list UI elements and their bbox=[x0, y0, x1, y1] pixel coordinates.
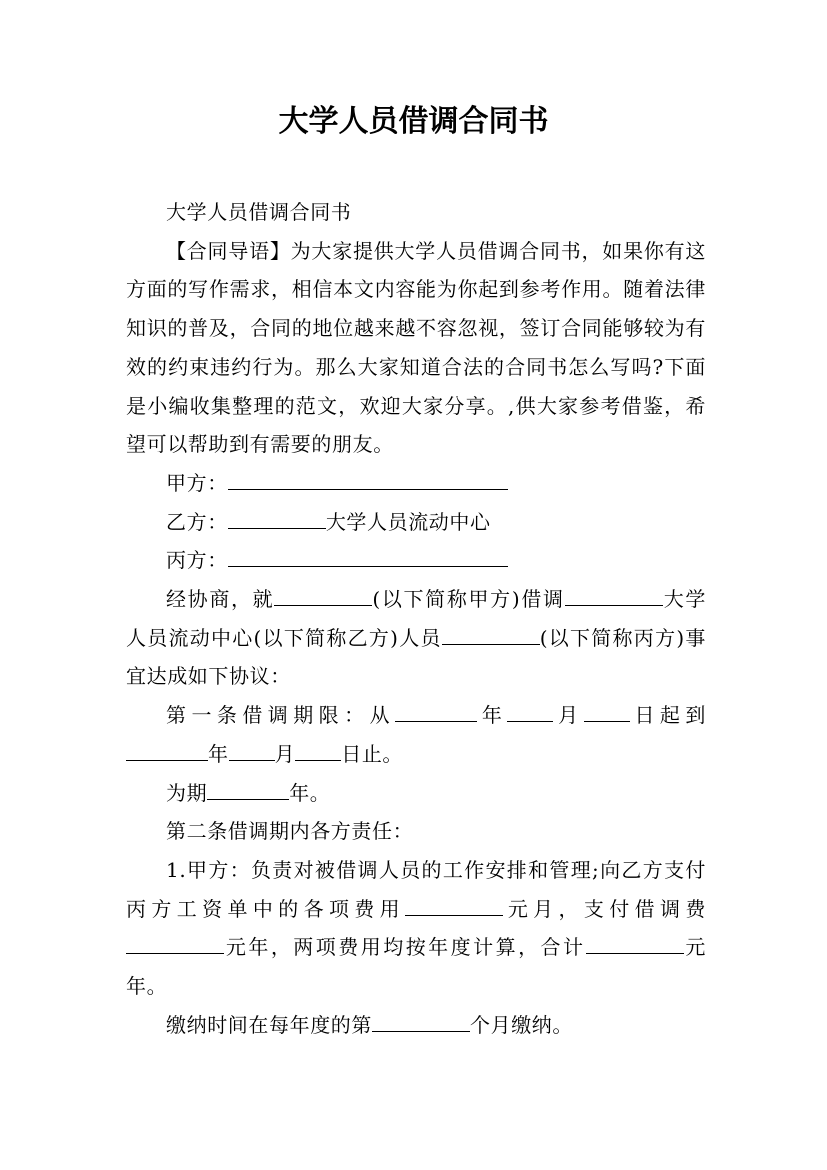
paragraph-party-c bbox=[126, 541, 706, 580]
duty-blank-3 bbox=[586, 934, 684, 954]
article-1-blank-month bbox=[507, 702, 553, 722]
document-body bbox=[126, 193, 706, 1044]
duty-text-b: 元月，支付借调费 bbox=[503, 896, 706, 921]
document-title: 大学人员借调合同书 bbox=[278, 104, 549, 139]
party-b-label: 乙方： bbox=[166, 509, 228, 534]
duty-blank-1 bbox=[405, 896, 503, 916]
party-b-blank bbox=[228, 509, 326, 529]
article-1-blank-year bbox=[395, 702, 477, 722]
paragraph-party-b bbox=[126, 503, 706, 542]
article-1-blank-day-2 bbox=[295, 741, 341, 761]
paragraph-article-1 bbox=[126, 696, 706, 773]
paragraph-subtitle: 大学人员借调合同书 bbox=[166, 200, 352, 224]
negotiation-blank-3 bbox=[442, 625, 540, 645]
term-text-a: 为期 bbox=[166, 780, 208, 805]
paragraph-party-a bbox=[126, 464, 706, 503]
negotiation-blank-2 bbox=[565, 586, 663, 606]
negotiation-text-a: 经协商，就 bbox=[166, 587, 275, 612]
article-1-month-2: 月 bbox=[274, 741, 296, 766]
party-c-label: 丙方： bbox=[166, 548, 228, 573]
article-1-blank-month-2 bbox=[229, 741, 275, 761]
duty-text-c: 元年，两项费用均按年度计算，合计 bbox=[224, 935, 586, 960]
negotiation-text-b: (以下简称甲方)借调 bbox=[372, 587, 565, 612]
duty-text-d: 元年。 bbox=[126, 935, 706, 999]
payment-text-a: 缴纳时间在每年度的第 bbox=[166, 1012, 372, 1037]
negotiation-text-d: (以下简称丙方)事宜达成如下协议： bbox=[126, 625, 706, 689]
party-c-blank bbox=[228, 547, 508, 567]
paragraph-article-2: 第二条借调期内各方责任： bbox=[166, 819, 414, 844]
paragraph-payment-time bbox=[126, 1006, 706, 1045]
party-a-label: 甲方： bbox=[166, 470, 228, 495]
duty-text-a: 1.甲方：负责对被借调人员的工作安排和管理;向乙方支付丙方工资单中的各项费用 bbox=[126, 857, 706, 921]
payment-blank bbox=[372, 1012, 470, 1032]
article-1-text-a: 第一条借调期限：从 bbox=[166, 703, 396, 728]
payment-text-b: 个月缴纳。 bbox=[470, 1012, 573, 1037]
negotiation-text-c: 大学人员流动中心(以下简称乙方)人员 bbox=[126, 587, 707, 650]
term-text-b: 年。 bbox=[289, 780, 331, 805]
paragraph-negotiation bbox=[126, 580, 706, 696]
negotiation-blank-1 bbox=[274, 586, 372, 606]
article-1-year-2: 年 bbox=[208, 741, 229, 766]
article-1-month: 月 bbox=[553, 703, 584, 728]
term-blank bbox=[207, 780, 289, 800]
article-1-day-end: 日止。 bbox=[341, 741, 404, 766]
paragraph-intro: 【合同导语】为大家提供大学人员借调合同书，如果你有这方面的写作需求，相信本文内容能为你起到参考作用。随着法律知识的普及，合同的地位越来越不容忽视，签订合同能够较为有效的约束违约行为。那么大家知道合法的合同书怎么写吗?下面是小编收集整理的范文，欢迎大家分享。,供大家参考借鉴，希望可以帮助到有需要的朋友。 bbox=[126, 238, 706, 457]
article-1-year: 年 bbox=[477, 703, 508, 728]
article-1-blank-year-2 bbox=[126, 741, 208, 761]
party-b-suffix: 大学人员流动中心 bbox=[325, 509, 491, 534]
party-a-blank bbox=[228, 470, 508, 490]
article-1-blank-day bbox=[584, 702, 630, 722]
paragraph-party-a-duty bbox=[126, 851, 706, 1006]
paragraph-term bbox=[126, 774, 706, 813]
article-1-day-from: 日起到 bbox=[629, 703, 706, 728]
duty-blank-2 bbox=[126, 934, 224, 954]
